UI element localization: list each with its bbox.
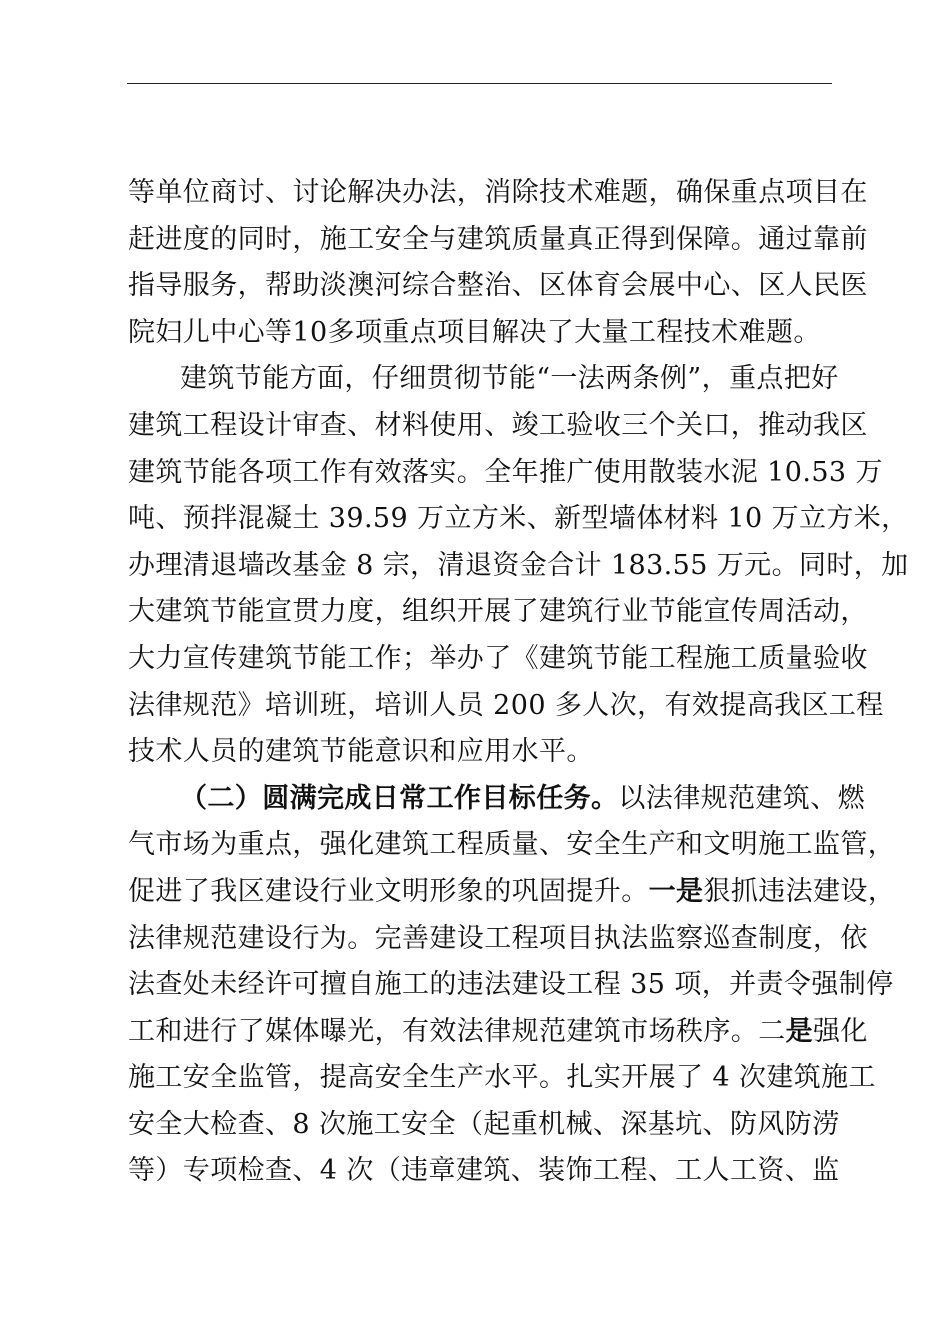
paragraph-1-line-3: 指导服务，帮助淡澳河综合整治、区体育会展中心、区人民医 [128,270,868,302]
paragraph-2-line-2: 建筑工程设计审查、材料使用、竣工验收三个关口，推动我区 [128,409,868,441]
paragraph-3-line-4: 法律规范建设行为。完善建设工程项目执法监察巡查制度，依 [128,922,868,954]
paragraph-3-line-1-text: 以法律规范建筑、燃 [618,782,866,814]
paragraph-3-line-3 [128,869,896,916]
paragraph-2-line-9: 技术人员的建筑节能意识和应用水平。 [128,736,594,768]
paragraph-3-line-8: 安全大检查、8 次施工安全（起重机械、深基坑、防风防涝 [128,1108,840,1140]
header-rule [127,83,832,84]
item-two-marker: 是 [785,1015,814,1047]
paragraph-1-line-1: 等单位商讨、讨论解决办法，消除技术难题，确保重点项目在 [128,177,868,208]
paragraph-2-line-1: 建筑节能方面，仔细贯彻节能“一法两条例”，重点把好 [180,363,839,395]
paragraph-1-line-4: 院妇儿中心等10多项重点项目解决了大量工程技术难题。 [128,316,821,348]
paragraph-3-line-3-tail: 狠抓违法建设， [703,875,896,907]
paragraph-2-line-5: 办理清退墙改基金 8 宗，清退资金合计 183.55 万元。同时，加 [128,549,909,581]
paragraph-3-line-7: 施工安全监管，提高安全生产水平。扎实开展了 4 次建筑施工 [128,1062,876,1094]
paragraph-2-line-4: 吨、预拌混凝土 39.59 万立方米、新型墙体材料 10 万立方米， [128,503,909,535]
page-body [128,170,909,1195]
paragraph-3-line-3-text: 促进了我区建设行业文明形象的巩固提升。 [128,875,649,907]
paragraph-3-line-9: 等）专项检查、4 次（违章建筑、装饰工程、工人工资、监 [128,1155,840,1187]
paragraph-3-line-2: 气市场为重点，强化建筑工程质量、安全生产和文明施工监管， [128,829,896,861]
paragraph-3-line-6 [128,1009,868,1056]
paragraph-3-line-6-text: 工和进行了媒体曝光，有效法律规范建筑市场秩序。二 [128,1015,786,1047]
paragraph-2-line-7: 大力宣传建筑节能工作；举办了《建筑节能工程施工质量验收 [128,642,868,674]
paragraph-3-line-6-tail: 强化 [813,1015,868,1047]
section-heading: （二）圆满完成日常工作目标任务。 [180,782,619,814]
paragraph-2-line-3: 建筑节能各项工作有效落实。全年推广使用散装水泥 10.53 万 [128,456,883,488]
paragraph-3-line-1 [128,776,866,823]
paragraph-3-line-5: 法查处未经许可擅自施工的违法建设工程 35 项，并责令强制停 [128,969,894,1001]
paragraph-2-line-8: 法律规范》培训班，培训人员 200 多人次，有效提高我区工程 [128,689,884,721]
paragraph-2-line-6: 大建筑节能宣贯力度，组织开展了建筑行业节能宣传周活动， [128,596,868,628]
paragraph-1-line-2: 赶进度的同时，施工安全与建筑质量真正得到保障。通过靠前 [128,223,868,255]
item-one-marker: 一是 [648,875,704,907]
